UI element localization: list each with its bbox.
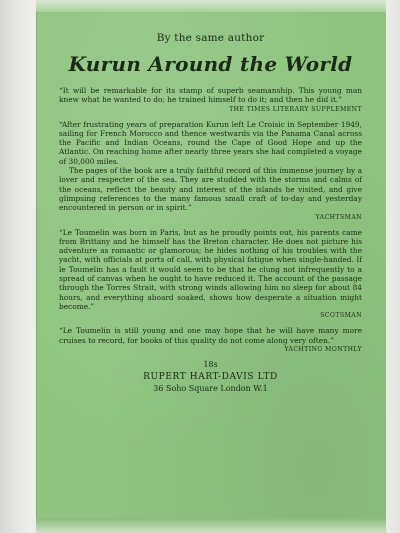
review-quote <box>59 326 362 345</box>
review-source: YACHTING MONTHLY <box>284 345 362 353</box>
review-source: THE TIMES LITERARY SUPPLEMENT <box>229 105 362 113</box>
book-back-cover <box>36 12 386 518</box>
review-paragraph: “Le Toumelin was born in Paris, but as he proudly points out, his parents came from Brittany and he himself has the Breton character. He does not picture his adventure as romantic or glamorous; he hides nothing of his troubles with the yacht, with officials at ports of call, with physical fatigue when single-handed. If le Toumelin has a fault it would seem to be that he clung not infrequently to a spread of canvas when he ought to have reduced it. The account of the passage through the Torres Strait, with strong winds allowing him no sleep for about 84 hours, and everything aboard soaked, shows how desperate a situation might become.” <box>59 227 362 311</box>
review-yachtsman <box>59 120 362 221</box>
review-paragraph: “It will be remarkable for its stamp of superb seamanship. This young man knew what he wanted to do; he trained himself to do it; and then he did it.” <box>59 86 362 105</box>
review-source: SCOTSMAN <box>320 312 362 320</box>
review-paragraph: “Le Toumelin is still young and one may hope that he will have many more cruises to record, for books of this quality do not come along very often.” <box>59 326 362 345</box>
review-paragraph: “After frustrating years of preparation Kurun left Le Croisic in September 1949, sailing for French Morocco and thence westwards via the Panama Canal across the Pacific and Indian Oceans, round the Cape of Good Hope and up the Atlantic. On reaching home after nearly three years she had completed a voyage of 30,000 miles. <box>59 119 362 166</box>
review-scotsman <box>59 228 362 320</box>
review-times <box>59 86 362 113</box>
background-left <box>0 0 34 533</box>
review-source: YACHTSMAN <box>315 213 362 221</box>
review-list <box>59 86 362 353</box>
review-quote <box>59 86 362 105</box>
price: 18s <box>203 359 218 369</box>
cover-edge-top <box>36 0 386 12</box>
review-quote <box>59 120 362 213</box>
publisher-name: RUPERT HART-DAVIS LTD <box>143 371 278 382</box>
review-quote <box>59 228 362 312</box>
book-title: Kurun Around the World <box>68 52 353 76</box>
byline: By the same author <box>156 32 265 44</box>
review-paragraph: The pages of the book are a truly faithful record of this immense journey by a lover and respecter of the sea. They are studded with the storms and calms of the oceans, reflect the beauty and interest of the islands he visited, and give glimpsing references to the many famous small craft of to-day and yesterday encountered in person or in spirit.” <box>59 166 362 213</box>
review-yachting-monthly <box>59 326 362 353</box>
publisher-address: 36 Soho Square London W.1 <box>153 383 268 393</box>
cover-edge-bottom <box>36 518 386 533</box>
